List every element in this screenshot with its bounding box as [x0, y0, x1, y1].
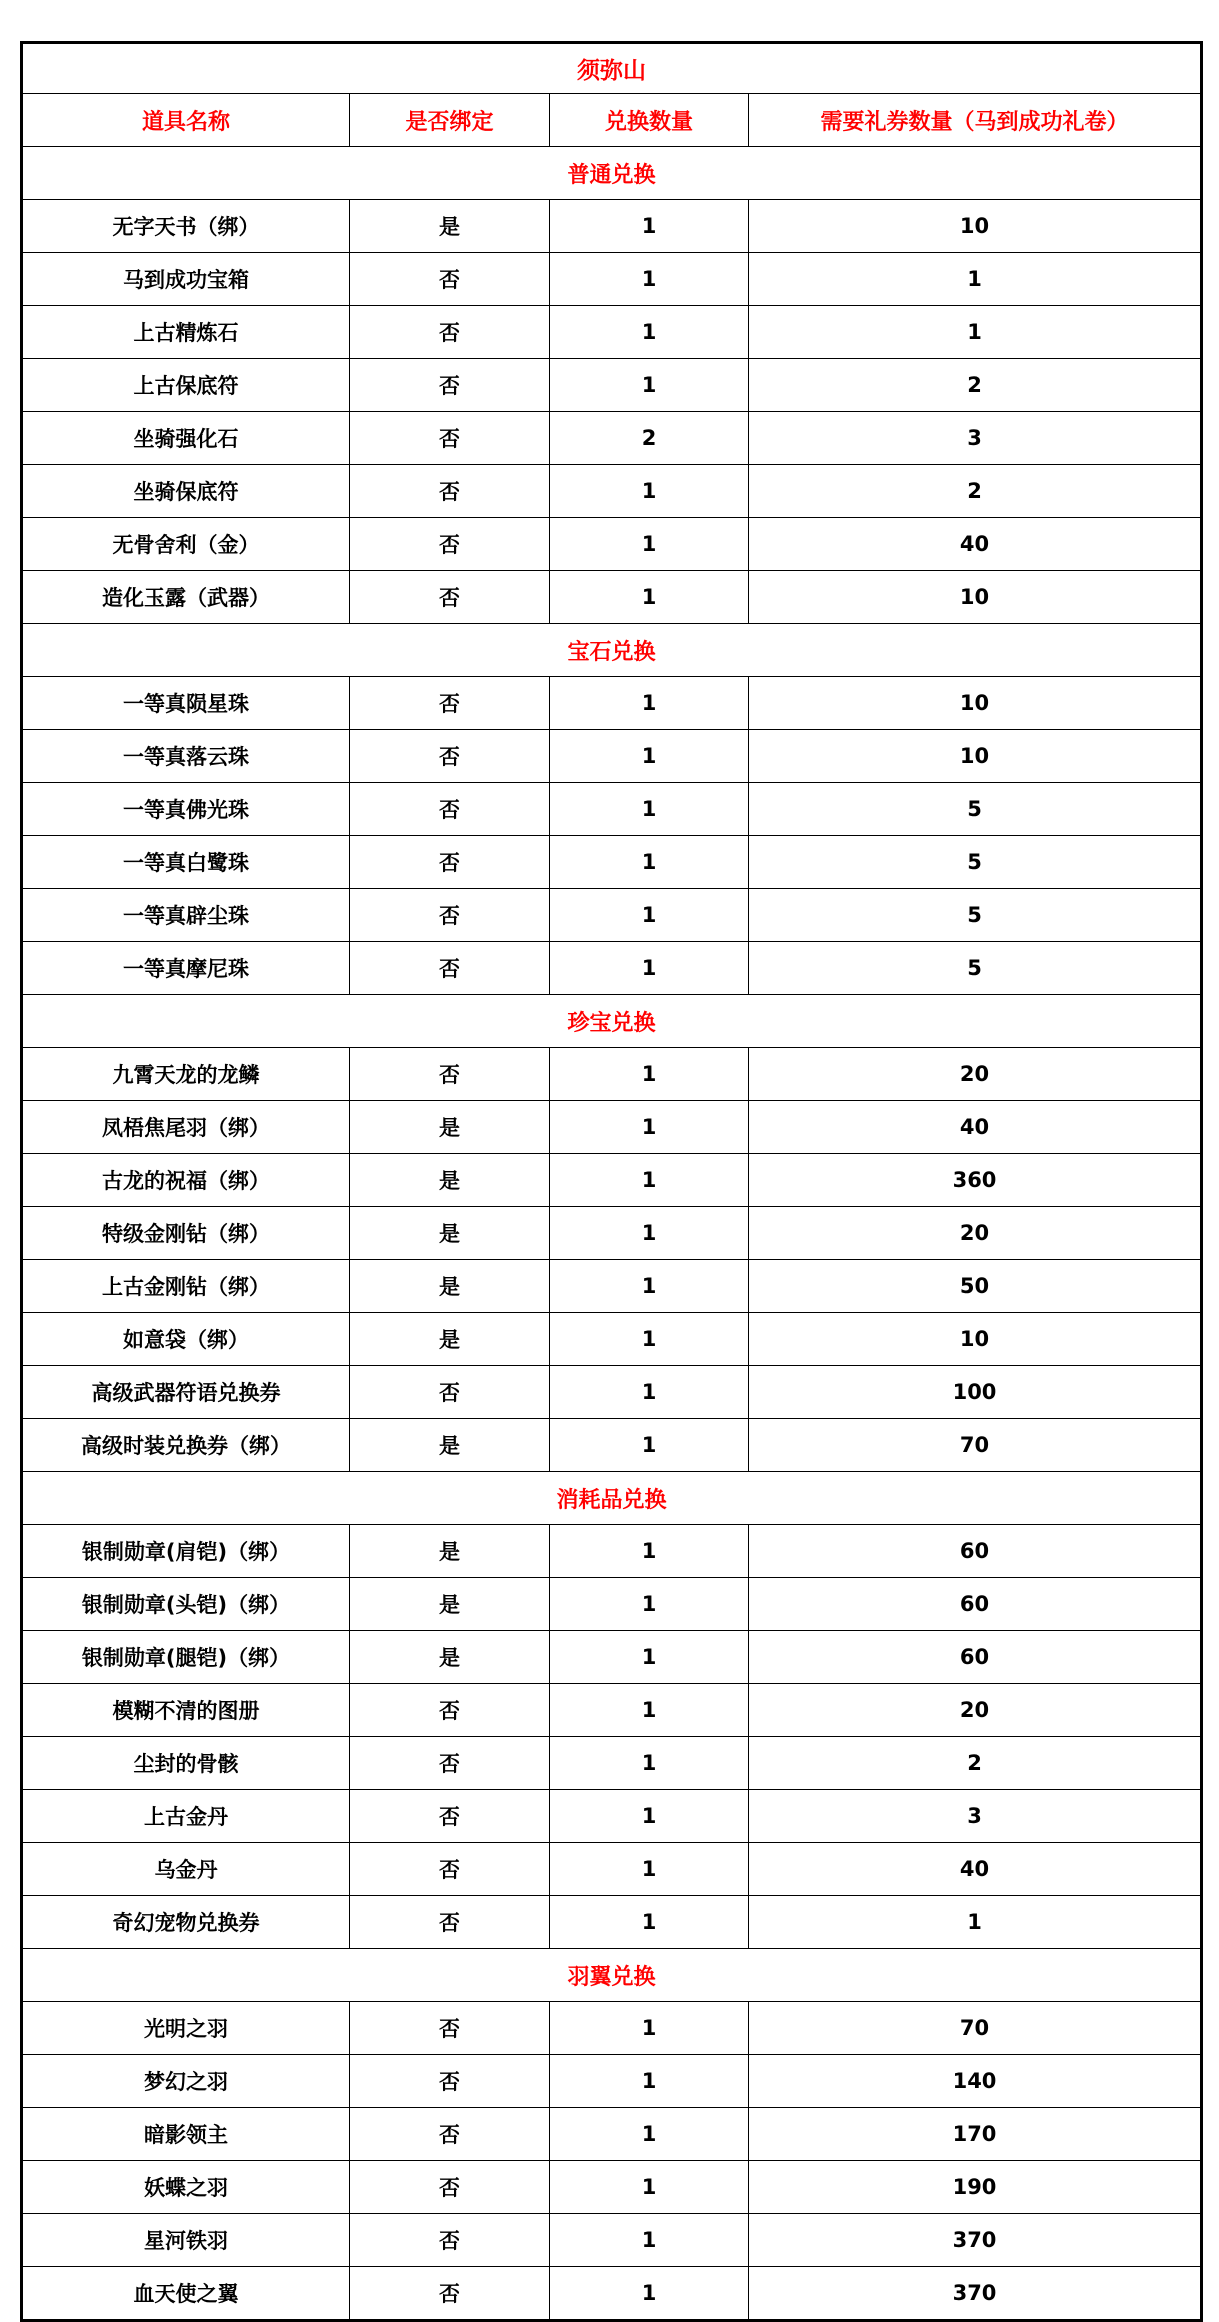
item-name-cell: 如意袋（绑）: [22, 1313, 350, 1366]
table-row: [22, 1578, 1202, 1631]
section-row: [22, 624, 1202, 677]
table-row: [22, 1631, 1202, 1684]
ticket-cost-cell: 5: [749, 942, 1202, 995]
table-row: [22, 1419, 1202, 1472]
ticket-cost-cell: 100: [749, 1366, 1202, 1419]
exchange-qty-cell: 1: [550, 306, 749, 359]
exchange-qty-cell: 1: [550, 836, 749, 889]
exchange-qty-cell: 1: [550, 2267, 749, 2321]
bind-status-cell: 否: [350, 359, 550, 412]
exchange-qty-cell: 1: [550, 1313, 749, 1366]
table-title: 须弥山: [22, 43, 1202, 94]
section-header: 羽翼兑换: [22, 1949, 1202, 2002]
ticket-cost-cell: 10: [749, 571, 1202, 624]
exchange-qty-cell: 1: [550, 730, 749, 783]
exchange-qty-cell: 1: [550, 677, 749, 730]
ticket-cost-cell: 60: [749, 1525, 1202, 1578]
bind-status-cell: 是: [350, 1313, 550, 1366]
table-row: [22, 836, 1202, 889]
exchange-qty-cell: 1: [550, 1366, 749, 1419]
bind-status-cell: 是: [350, 1260, 550, 1313]
section-header: 消耗品兑换: [22, 1472, 1202, 1525]
item-name-cell: 血天使之翼: [22, 2267, 350, 2321]
ticket-cost-cell: 2: [749, 1737, 1202, 1790]
item-name-cell: 马到成功宝箱: [22, 253, 350, 306]
exchange-qty-cell: 1: [550, 1684, 749, 1737]
section-row: [22, 1949, 1202, 2002]
ticket-cost-cell: 1: [749, 306, 1202, 359]
ticket-cost-cell: 50: [749, 1260, 1202, 1313]
ticket-cost-cell: 70: [749, 2002, 1202, 2055]
table-row: [22, 730, 1202, 783]
ticket-cost-cell: 60: [749, 1631, 1202, 1684]
bind-status-cell: 否: [350, 677, 550, 730]
bind-status-cell: 否: [350, 1366, 550, 1419]
item-name-cell: 一等真辟尘珠: [22, 889, 350, 942]
bind-status-cell: 否: [350, 2267, 550, 2321]
exchange-qty-cell: 1: [550, 1790, 749, 1843]
section-row: [22, 147, 1202, 200]
section-header: 宝石兑换: [22, 624, 1202, 677]
bind-status-cell: 否: [350, 1684, 550, 1737]
exchange-qty-cell: 1: [550, 1419, 749, 1472]
column-header-bind-status: 是否绑定: [350, 94, 550, 147]
item-name-cell: 上古精炼石: [22, 306, 350, 359]
table-row: [22, 1366, 1202, 1419]
exchange-qty-cell: 1: [550, 2055, 749, 2108]
bind-status-cell: 是: [350, 1101, 550, 1154]
item-name-cell: 高级武器符语兑换券: [22, 1366, 350, 1419]
item-name-cell: 上古金刚钻（绑）: [22, 1260, 350, 1313]
table-row: [22, 1207, 1202, 1260]
table-row: [22, 2267, 1202, 2321]
ticket-cost-cell: 1: [749, 253, 1202, 306]
item-name-cell: 银制勋章(头铠)（绑）: [22, 1578, 350, 1631]
item-name-cell: 特级金刚钻（绑）: [22, 1207, 350, 1260]
exchange-qty-cell: 1: [550, 1578, 749, 1631]
exchange-qty-cell: 1: [550, 2002, 749, 2055]
item-name-cell: 银制勋章(肩铠)（绑）: [22, 1525, 350, 1578]
bind-status-cell: 否: [350, 1896, 550, 1949]
section-header: 普通兑换: [22, 147, 1202, 200]
bind-status-cell: 否: [350, 942, 550, 995]
table-row: [22, 1048, 1202, 1101]
exchange-table: [20, 41, 1203, 2322]
bind-status-cell: 是: [350, 1419, 550, 1472]
bind-status-cell: 否: [350, 2002, 550, 2055]
table-row: [22, 1896, 1202, 1949]
bind-status-cell: 否: [350, 2214, 550, 2267]
item-name-cell: 星河铁羽: [22, 2214, 350, 2267]
exchange-qty-cell: 1: [550, 1207, 749, 1260]
item-name-cell: 尘封的骨骸: [22, 1737, 350, 1790]
ticket-cost-cell: 170: [749, 2108, 1202, 2161]
table-row: [22, 412, 1202, 465]
bind-status-cell: 否: [350, 1737, 550, 1790]
column-header-exchange-qty: 兑换数量: [550, 94, 749, 147]
ticket-cost-cell: 10: [749, 1313, 1202, 1366]
ticket-cost-cell: 370: [749, 2267, 1202, 2321]
exchange-qty-cell: 1: [550, 200, 749, 253]
item-name-cell: 暗影领主: [22, 2108, 350, 2161]
table-row: [22, 1313, 1202, 1366]
table-row: [22, 1684, 1202, 1737]
item-name-cell: 高级时装兑换券（绑）: [22, 1419, 350, 1472]
column-header-ticket-cost: 需要礼券数量（马到成功礼卷）: [749, 94, 1202, 147]
exchange-qty-cell: 1: [550, 1154, 749, 1207]
table-row: [22, 465, 1202, 518]
table-row: [22, 200, 1202, 253]
bind-status-cell: 否: [350, 518, 550, 571]
bind-status-cell: 是: [350, 200, 550, 253]
table-row: [22, 306, 1202, 359]
bind-status-cell: 否: [350, 465, 550, 518]
exchange-qty-cell: 1: [550, 1101, 749, 1154]
item-name-cell: 九霄天龙的龙鳞: [22, 1048, 350, 1101]
exchange-sheet: [20, 41, 1203, 2322]
item-name-cell: 坐骑保底符: [22, 465, 350, 518]
exchange-qty-cell: 1: [550, 1737, 749, 1790]
exchange-qty-cell: 1: [550, 1843, 749, 1896]
bind-status-cell: 否: [350, 571, 550, 624]
exchange-qty-cell: 1: [550, 783, 749, 836]
bind-status-cell: 否: [350, 1048, 550, 1101]
section-header: 珍宝兑换: [22, 995, 1202, 1048]
item-name-cell: 凤梧焦尾羽（绑）: [22, 1101, 350, 1154]
exchange-qty-cell: 1: [550, 518, 749, 571]
item-name-cell: 上古金丹: [22, 1790, 350, 1843]
exchange-qty-cell: 1: [550, 359, 749, 412]
ticket-cost-cell: 5: [749, 836, 1202, 889]
table-row: [22, 783, 1202, 836]
exchange-qty-cell: 1: [550, 2161, 749, 2214]
ticket-cost-cell: 60: [749, 1578, 1202, 1631]
ticket-cost-cell: 1: [749, 1896, 1202, 1949]
exchange-qty-cell: 1: [550, 1048, 749, 1101]
table-row: [22, 518, 1202, 571]
table-row: [22, 2002, 1202, 2055]
table-body: [22, 147, 1202, 2321]
table-row: [22, 2214, 1202, 2267]
ticket-cost-cell: 3: [749, 1790, 1202, 1843]
table-row: [22, 253, 1202, 306]
ticket-cost-cell: 2: [749, 359, 1202, 412]
table-row: [22, 1260, 1202, 1313]
table-row: [22, 359, 1202, 412]
item-name-cell: 乌金丹: [22, 1843, 350, 1896]
ticket-cost-cell: 40: [749, 1843, 1202, 1896]
item-name-cell: 造化玉露（武器）: [22, 571, 350, 624]
item-name-cell: 模糊不清的图册: [22, 1684, 350, 1737]
table-row: [22, 2108, 1202, 2161]
bind-status-cell: 是: [350, 1154, 550, 1207]
bind-status-cell: 否: [350, 306, 550, 359]
ticket-cost-cell: 370: [749, 2214, 1202, 2267]
item-name-cell: 一等真白鹭珠: [22, 836, 350, 889]
bind-status-cell: 否: [350, 783, 550, 836]
ticket-cost-cell: 5: [749, 889, 1202, 942]
item-name-cell: 一等真佛光珠: [22, 783, 350, 836]
item-name-cell: 坐骑强化石: [22, 412, 350, 465]
ticket-cost-cell: 40: [749, 518, 1202, 571]
table-row: [22, 1737, 1202, 1790]
ticket-cost-cell: 10: [749, 730, 1202, 783]
column-header-item-name: 道具名称: [22, 94, 350, 147]
item-name-cell: 一等真落云珠: [22, 730, 350, 783]
item-name-cell: 无骨舍利（金）: [22, 518, 350, 571]
bind-status-cell: 是: [350, 1207, 550, 1260]
exchange-qty-cell: 1: [550, 571, 749, 624]
table-row: [22, 942, 1202, 995]
section-row: [22, 1472, 1202, 1525]
bind-status-cell: 否: [350, 1843, 550, 1896]
table-row: [22, 2161, 1202, 2214]
bind-status-cell: 否: [350, 253, 550, 306]
table-row: [22, 571, 1202, 624]
exchange-qty-cell: 1: [550, 253, 749, 306]
table-row: [22, 677, 1202, 730]
table-row: [22, 1790, 1202, 1843]
table-row: [22, 1843, 1202, 1896]
ticket-cost-cell: 2: [749, 465, 1202, 518]
exchange-qty-cell: 1: [550, 1896, 749, 1949]
ticket-cost-cell: 20: [749, 1048, 1202, 1101]
ticket-cost-cell: 10: [749, 677, 1202, 730]
ticket-cost-cell: 40: [749, 1101, 1202, 1154]
table-row: [22, 1101, 1202, 1154]
item-name-cell: 光明之羽: [22, 2002, 350, 2055]
bind-status-cell: 否: [350, 2161, 550, 2214]
bind-status-cell: 否: [350, 889, 550, 942]
exchange-qty-cell: 1: [550, 1631, 749, 1684]
item-name-cell: 银制勋章(腿铠)（绑）: [22, 1631, 350, 1684]
bind-status-cell: 否: [350, 2055, 550, 2108]
bind-status-cell: 否: [350, 2108, 550, 2161]
exchange-qty-cell: 1: [550, 2214, 749, 2267]
bind-status-cell: 是: [350, 1525, 550, 1578]
exchange-qty-cell: 1: [550, 465, 749, 518]
bind-status-cell: 否: [350, 412, 550, 465]
exchange-qty-cell: 1: [550, 889, 749, 942]
table-row: [22, 1154, 1202, 1207]
exchange-qty-cell: 1: [550, 942, 749, 995]
section-row: [22, 995, 1202, 1048]
item-name-cell: 一等真陨星珠: [22, 677, 350, 730]
ticket-cost-cell: 70: [749, 1419, 1202, 1472]
item-name-cell: 古龙的祝福（绑）: [22, 1154, 350, 1207]
bind-status-cell: 否: [350, 836, 550, 889]
item-name-cell: 无字天书（绑）: [22, 200, 350, 253]
item-name-cell: 上古保底符: [22, 359, 350, 412]
ticket-cost-cell: 190: [749, 2161, 1202, 2214]
table-row: [22, 889, 1202, 942]
item-name-cell: 妖蝶之羽: [22, 2161, 350, 2214]
column-header-row: [22, 94, 1202, 147]
item-name-cell: 一等真摩尼珠: [22, 942, 350, 995]
table-row: [22, 1525, 1202, 1578]
item-name-cell: 梦幻之羽: [22, 2055, 350, 2108]
ticket-cost-cell: 5: [749, 783, 1202, 836]
exchange-qty-cell: 1: [550, 1260, 749, 1313]
bind-status-cell: 是: [350, 1631, 550, 1684]
bind-status-cell: 否: [350, 1790, 550, 1843]
ticket-cost-cell: 140: [749, 2055, 1202, 2108]
ticket-cost-cell: 10: [749, 200, 1202, 253]
table-title-row: [22, 43, 1202, 94]
ticket-cost-cell: 360: [749, 1154, 1202, 1207]
table-row: [22, 2055, 1202, 2108]
ticket-cost-cell: 20: [749, 1207, 1202, 1260]
item-name-cell: 奇幻宠物兑换券: [22, 1896, 350, 1949]
bind-status-cell: 否: [350, 730, 550, 783]
bind-status-cell: 是: [350, 1578, 550, 1631]
exchange-qty-cell: 2: [550, 412, 749, 465]
exchange-qty-cell: 1: [550, 2108, 749, 2161]
ticket-cost-cell: 20: [749, 1684, 1202, 1737]
ticket-cost-cell: 3: [749, 412, 1202, 465]
exchange-qty-cell: 1: [550, 1525, 749, 1578]
